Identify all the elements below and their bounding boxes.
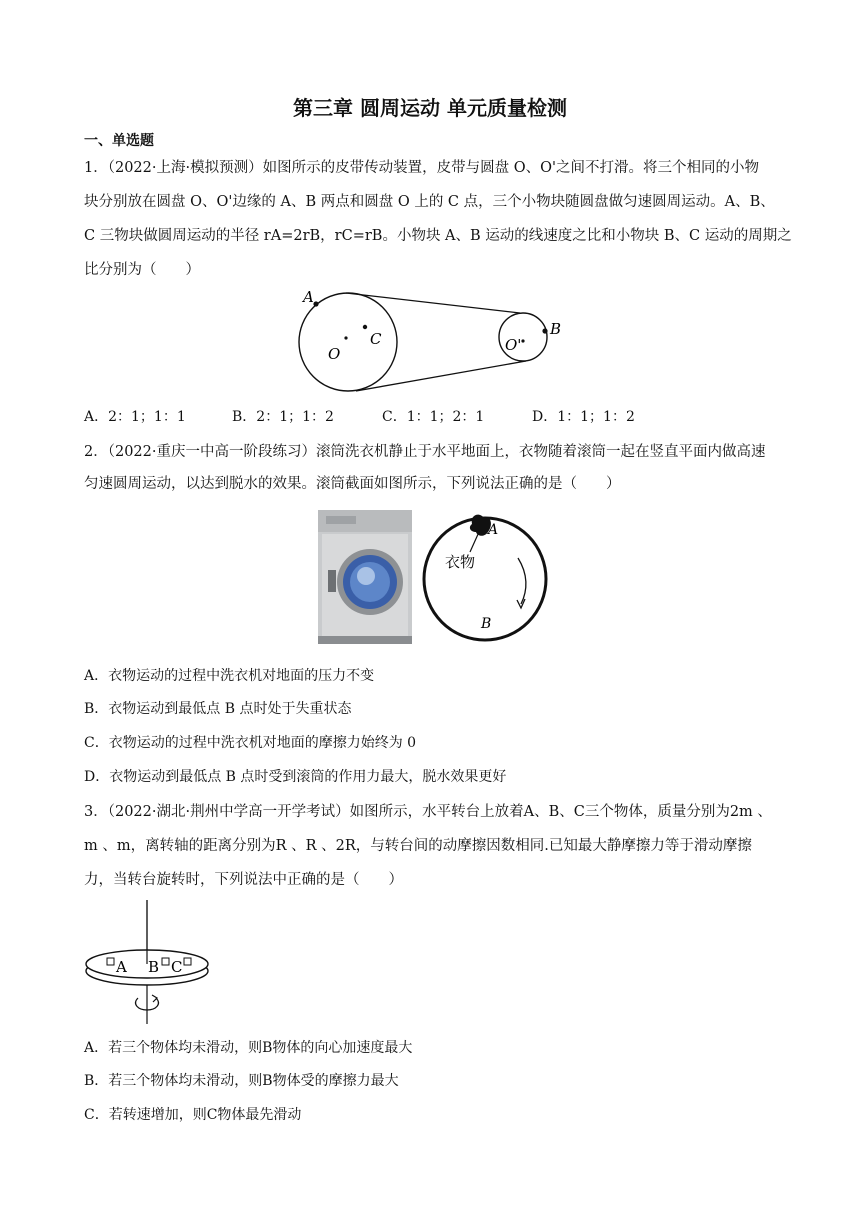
label-drum-b: B bbox=[481, 616, 492, 632]
belt-bottom bbox=[356, 361, 526, 391]
q3-line-2: m 、m，离转轴的距离分别为R 、R 、2R，与转台间的动摩擦因数相同.已知最大静摩擦力等于滑动摩擦 bbox=[84, 838, 752, 854]
point-o-prime bbox=[521, 339, 524, 342]
label-a: A bbox=[303, 288, 314, 306]
q2-option-a: A．衣物运动的过程中洗衣机对地面的压力不变 bbox=[84, 668, 375, 684]
point-a bbox=[313, 301, 318, 306]
q3-option-a: A．若三个物体均未滑动，则B物体的向心加速度最大 bbox=[84, 1040, 413, 1056]
q2-option-d: D．衣物运动到最低点 B 点时受到滚筒的作用力最大，脱水效果更好 bbox=[84, 769, 507, 785]
q1-option-a: A．2：1；1：1 bbox=[84, 409, 186, 425]
q1-line-3: C 三物块做圆周运动的半径 rA=2rB，rC=rB。小物块 A、B 运动的线速度之比和小物块 B、C 运动的周期之 bbox=[84, 228, 792, 244]
label-c: C bbox=[370, 330, 382, 348]
label-cloth: 衣物 bbox=[445, 553, 476, 571]
belt-drive-figure bbox=[290, 282, 570, 397]
washing-machine-photo bbox=[318, 510, 412, 644]
q1-line-1: 1．（2022·上海·模拟预测）如图所示的皮带传动装置，皮带与圆盘 O、O'之间不打滑。将三个相同的小物 bbox=[84, 160, 759, 176]
rotation-arrow bbox=[518, 558, 526, 604]
page-title: 第三章 圆周运动 单元质量检测 bbox=[293, 96, 567, 120]
block-b bbox=[162, 958, 169, 965]
q2-option-c: C．衣物运动的过程中洗衣机对地面的摩擦力始终为 0 bbox=[84, 735, 417, 751]
q3-option-c: C．若转速增加，则C物体最先滑动 bbox=[84, 1107, 302, 1123]
q1-option-c: C．1：1；2：1 bbox=[382, 409, 485, 425]
turntable-figure bbox=[80, 898, 220, 1026]
belt-top bbox=[346, 293, 520, 313]
q3-line-3: 力，当转台旋转时，下列说法中正确的是（ ） bbox=[84, 872, 403, 888]
label-block-a: A bbox=[116, 958, 127, 976]
q2-line-2: 匀速圆周运动，以达到脱水的效果。滚筒截面如图所示，下列说法正确的是（ ） bbox=[84, 476, 621, 492]
label-block-c: C bbox=[171, 958, 183, 976]
q1-option-d: D．1：1；1：2 bbox=[532, 409, 635, 425]
q1-option-b: B．2：1；1：2 bbox=[232, 409, 334, 425]
point-c bbox=[363, 325, 367, 329]
block-c bbox=[184, 958, 191, 965]
cloth-pointer bbox=[470, 532, 479, 552]
label-block-b: B bbox=[148, 958, 160, 976]
q2-option-b: B．衣物运动到最低点 B 点时处于失重状态 bbox=[84, 701, 352, 717]
disc-o bbox=[299, 293, 397, 391]
point-o bbox=[344, 336, 347, 339]
block-a bbox=[107, 958, 114, 965]
point-b bbox=[542, 328, 547, 333]
q3-option-b: B．若三个物体均未滑动，则B物体受的摩擦力最大 bbox=[84, 1073, 399, 1089]
label-o: O bbox=[328, 345, 341, 363]
q1-line-2: 块分别放在圆盘 O、O'边缘的 A、B 两点和圆盘 O 上的 C 点，三个小物块随圆盘做匀速圆周运动。A、B、 bbox=[84, 194, 775, 210]
q1-line-4: 比分别为（ ） bbox=[84, 262, 200, 278]
label-o-prime: O' bbox=[505, 336, 522, 354]
q2-line-1: 2．（2022·重庆一中高一阶段练习）滚筒洗衣机静止于水平地面上，衣物随着滚筒一起在竖直平面内做高速 bbox=[84, 444, 766, 460]
label-b: B bbox=[550, 320, 562, 338]
section-heading: 一、单选题 bbox=[84, 133, 154, 149]
q3-line-1: 3．（2022·湖北·荆州中学高一开学考试）如图所示，水平转台上放着A、B、C三个物体，质量分别为2m 、 bbox=[84, 804, 772, 820]
label-drum-a: A bbox=[488, 522, 499, 538]
drum-cross-section-figure bbox=[422, 510, 552, 645]
